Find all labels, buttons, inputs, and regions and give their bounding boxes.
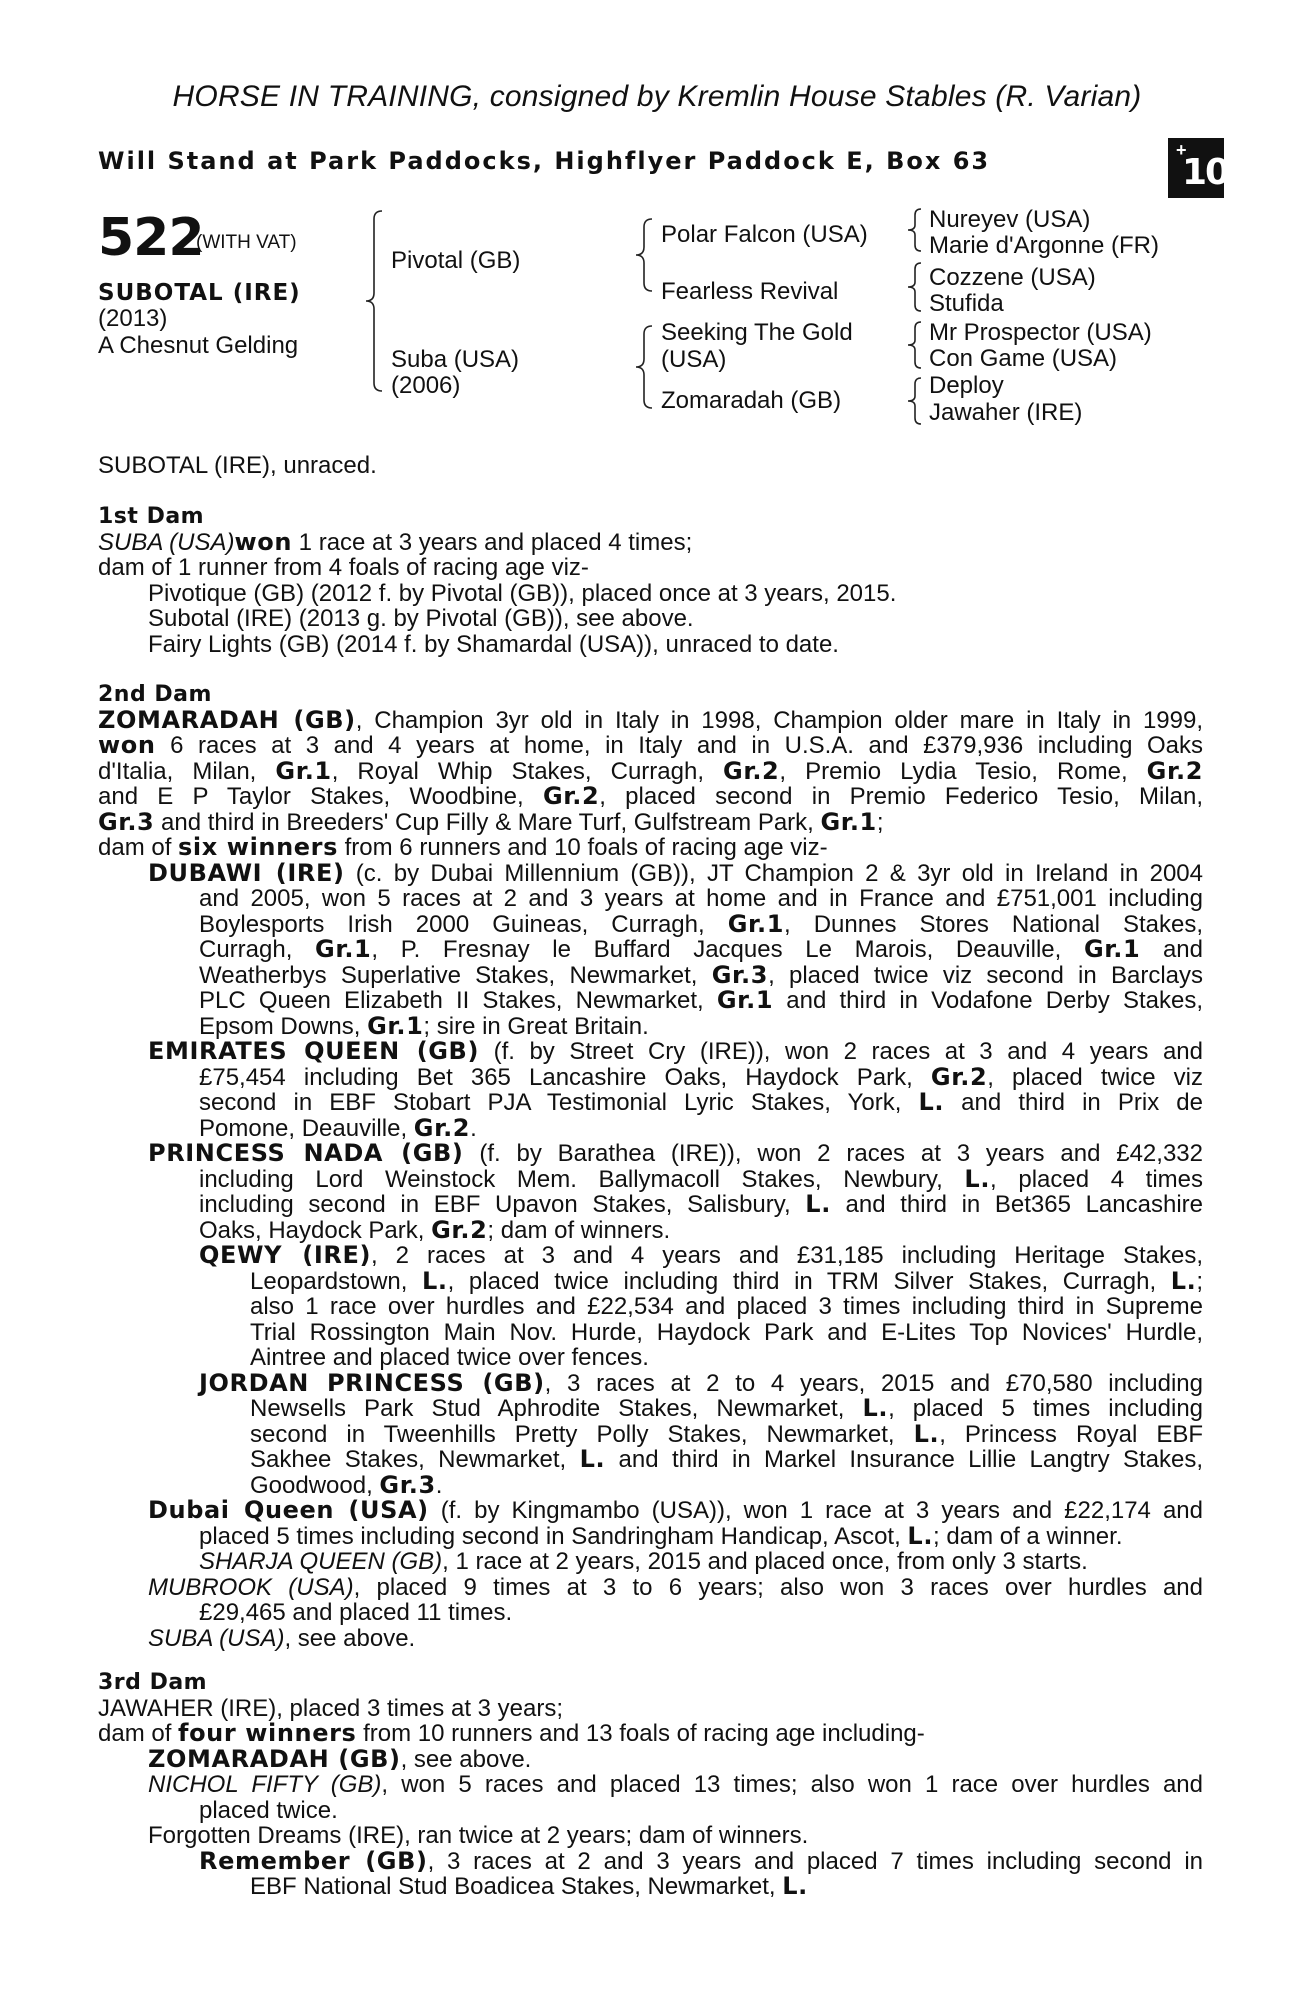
pedigree-dam-line1: Suba (USA) [391,346,520,373]
pedigree-dds: Deploy [929,372,1004,399]
first-dam-heading: 1st Dam [98,504,205,529]
pedigree-dd: Zomaradah (GB) [661,387,842,414]
four-winners: four winners [178,1719,357,1747]
lot-number: 522 [98,208,204,268]
princess-nada-name: PRINCESS NADA (GB) [148,1139,464,1167]
pedigree-brace-6 [903,318,925,372]
pedigree-brace-1 [360,205,390,395]
pedigree-ddd: Jawaher (IRE) [929,399,1083,426]
first-dam-foal-3: Fairy Lights (GB) (2014 f. by Shamardal (USA)), unraced to date. [148,630,839,658]
stand-location: Will Stand at Park Paddocks, Highflyer Paddock E, Box 63 [98,147,991,175]
lot-vat: (WITH VAT) [196,232,297,253]
first-dam-won: won [234,527,293,556]
first-dam-foal-2: Subotal (IRE) (2013 g. by Pivotal (GB)), see above. [148,605,694,632]
jordan-princess-name: JORDAN PRINCESS (GB) [199,1368,545,1397]
pedigree-sd: Fearless Revival [661,278,839,305]
first-dam-section [98,504,1203,657]
emirates-queen-name: EMIRATES QUEEN (GB) [148,1037,480,1065]
second-dam-section: 2nd Dam ZOMARADAH (GB), Champion 3yr old in Italy in 1998, Champion older mare in Italy in 1999, won 6 races at 3 and 4 years at home, in Italy and in U.S.A. and £379,936 including Oaks d'Italia, Milan, Gr.1, Royal Whip Stakes, Curragh, Gr.2, Premio Lydia Tesio, Rome, Gr.2 and E P Taylor Stakes, Woodbine, Gr.2, placed second in Premio Federico Tesio, Milan, Gr.3 and third in Breeders' Cup Filly & Mare Turf, Gulfstream Park, Gr.1; dam of six winners from 6 runners and 10 foals of racing age viz- DUBAWI (IRE) (c. by Dubai Millennium (GB)), JT Champion 2 & 3yr old in Ireland in 2004 and 2005, won 5 races at 2 and 3 years at home and in France and £751,001 including Boylesports Irish 2000 Guineas, Curragh, Gr.1, Dunnes Stores National Stakes, Curragh, Gr.1, P. Fresnay le Buffard Jacques Le Marois, Deauville, Gr.1 and Weatherbys Superlative Stakes, Newmarket, Gr.3, placed twice viz second in Barclays PLC Queen Elizabeth II Stakes, Newmarket, Gr.1 and third in Vodafone Derby Stakes, Epsom Downs, Gr.1; sire in Great Britain. EMIRATES QUEEN (GB) (f. by Street Cry (IRE)), won 2 races at 3 and 4 years and £75,454 including Bet 365 Lancashire Oaks, Haydock Park, Gr.2, placed twice viz second in EBF Stobart PJA Testimonial Lyric Stakes, York, L. and third in Prix de Pomone, Deauville, Gr.2. PRINCESS NADA (GB) (f. by Barathea (IRE)), won 2 races at 3 years and £42,332 including Lord Weinstock Mem. Ballymacoll Stakes, Newbury, L., placed 4 times including second in EBF Upavon Stakes, Salisbury, L. and third in Bet365 Lancashire Oaks, Haydock Park, Gr.2; dam of winners. QEWY (IRE), 2 races at 3 and 4 years and £31,185 including Heritage Stakes, Leopardstown, L., placed twice including third in TRM Silver Stakes, Curragh, L.; also 1 race over hurdles and £22,534 and placed 3 times including third in Supreme Trial Rossington Main Nov. Hurde, Haydock Park and E-Lites Top Novices' Hurdle, Aintree and placed twice over fences. JORDAN PRINCESS (GB), 3 races at 2 to 4 years, 2015 and £70,580 including Newsells Park Stud Aphrodite Stakes, Newmarket, L., placed 5 times including second in Tweenhills Pretty Polly Stakes, Newmarket, L., Princess Royal EBF Sakhee Stakes, Newmarket, L. and third in Markel Insurance Lillie Langtry Stakes, Goodwood, Gr.3. Dubai Queen (USA) (f. by Kingmambo (USA)), won 1 race at 3 years and £22,174 and placed 5 times including second in Sandringham Handicap, Ascot, L.; dam of a winner. SHARJA QUEEN (GB), 1 race at 2 years, 2015 and placed once, from only 3 starts. MUBROOK (USA), placed 9 times at 3 to 6 years; also won 3 races over hurdles and £29,465 and placed 11 times. SUBA (USA), see above. [98,682,1204,1652]
horse-year: (2013) [98,305,168,332]
pedigree-brace-2 [632,215,658,295]
pedigree-ds-line1: Seeking The Gold [661,319,853,346]
pedigree-sds: Cozzene (USA) [929,264,1096,291]
pedigree-brace-5 [903,259,925,315]
page-header-title: HORSE IN TRAINING, consigned by Kremlin House Stables (R. Varian) [172,80,1142,113]
second-dam-heading: 2nd Dam [98,682,212,707]
pedigree-ssd: Marie d'Argonne (FR) [929,232,1159,259]
pedigree-ss: Polar Falcon (USA) [661,221,868,248]
first-dam-foal-1: Pivotique (GB) (2012 f. by Pivotal (GB)), placed once at 3 years, 2015. [148,579,897,607]
pedigree-brace-4 [903,205,925,255]
remember-name: Remember (GB) [199,1846,428,1875]
third-dam-section: 3rd Dam JAWAHER (IRE), placed 3 times at 3 years; dam of four winners from 10 runners and 13 foals of racing age including- ZOMARADAH (GB), see above. NICHOL FIFTY (GB), won 5 races and placed 13 times; also won 1 race over hurdles and placed twice. Forgotten Dreams (IRE), ran twice at 2 years; dam of winners. Remember (GB), 3 races at 2 and 3 years and placed 7 times including second in EBF National Stud Boadicea Stakes, Newmarket, L. [98,1670,1203,1900]
lot-badge [1168,138,1229,198]
horse-description: A Chesnut Gelding [98,332,299,359]
second-dam-name: ZOMARADAH (GB) [98,705,356,734]
pedigree-brace-7 [903,374,925,428]
nichol-fifty-name: NICHOL FIFTY (GB) [148,1771,382,1798]
qewy-name: QEWY (IRE) [199,1241,372,1269]
mubrook-name: MUBROOK (USA) [148,1573,354,1601]
badge-number: 10 [1182,152,1229,193]
dubai-queen-name: Dubai Queen (USA) [148,1496,429,1524]
first-dam-record: 1 race at 3 years and placed 4 times; [292,528,693,556]
dubawi-name: DUBAWI (IRE) [148,858,345,887]
pedigree-sdd: Stufida [929,290,1004,317]
third-dam-heading: 3rd Dam [98,1670,208,1695]
six-winners: six winners [178,833,338,861]
pedigree-brace-3 [632,322,658,412]
first-dam-produce-summary: dam of 1 runner from 4 foals of racing age viz- [98,554,589,581]
horse-name: SUBOTAL (IRE) [98,280,301,306]
badge-plus: + [1176,140,1187,160]
pedigree-dss: Mr Prospector (USA) [929,319,1152,346]
horse-summary: SUBOTAL (IRE), unraced. [98,452,377,479]
sharja-queen-name: SHARJA QUEEN (GB) [199,1548,443,1575]
pedigree-sire: Pivotal (GB) [391,247,521,274]
pedigree-dsd: Con Game (USA) [929,345,1118,372]
pedigree-ds-line2: (USA) [661,346,727,373]
pedigree-sss: Nureyev (USA) [929,206,1091,233]
pedigree-dam-line2: (2006) [391,372,461,399]
first-dam-name: SUBA (USA) [98,528,235,556]
